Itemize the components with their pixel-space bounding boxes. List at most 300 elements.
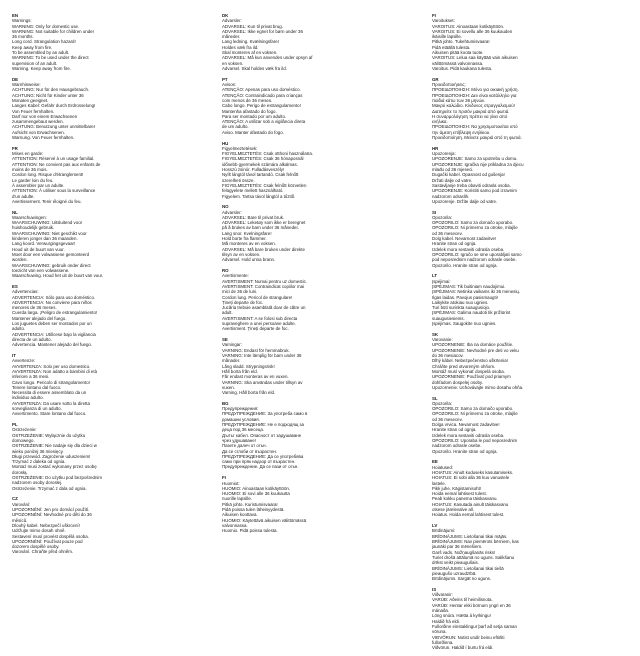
warning-line: jaunāki par 36 mēnešiem. [432, 544, 483, 550]
warning-line: WAARSCHUWING: Uitsluitend voor [12, 220, 83, 226]
warning-line: UPOZORNĚNÍ: Jen pro domácí použití. [12, 507, 90, 513]
warning-line: Viðvörun. Haldið í burtu frá eldi. [432, 645, 494, 651]
warning-line: ПРЕДУПРЕЖДЕНИЕ: Не е подходящ за [222, 422, 304, 428]
warning-line: WAARSCHUWING: Niet geschikt voor [12, 230, 87, 236]
warning-line: Waarschuwingen: [12, 214, 47, 220]
warning-line: välittömässä valvonnassa. [432, 60, 484, 66]
warning-line: WARNING: Only for domestic use. [12, 23, 80, 29]
warning-line: ADVARSEL: Kun til privat brug. [222, 23, 283, 29]
warning-line: ACHTUNG: Benutzung unter unmittelbarer [12, 124, 96, 130]
warning-line: ADVARSEL: Må kun anvendes under opsyn af [222, 55, 313, 61]
warning-line: Varování. Chraňte před ohněm. [12, 549, 74, 555]
warning-line: måneder. [222, 34, 241, 40]
language-code: SI [432, 209, 437, 215]
warning-line: Huomio. Pidä poissa tulesta. [222, 528, 278, 534]
language-code: ES [12, 283, 18, 289]
warning-line: WAARSCHUWING: gebruik onder direct [12, 262, 91, 268]
warning-line: OSTRZEŻENIE: Do użytku pod bezpośrednim [12, 475, 103, 481]
warning-line: Aikuisen koottava. [222, 512, 258, 518]
warning-line: Предупреждения: [222, 406, 259, 412]
warning-line: Ostrzeżenie. Trzymać z dala od ognia. [12, 485, 87, 491]
warning-line: com menos de 36 meses. [222, 97, 273, 103]
warning-line: Avisos: [222, 82, 237, 88]
language-block [222, 13, 418, 71]
warning-line: Varoitus. Pidä kaukana tulesta. [432, 65, 493, 71]
warning-line: mlađu od 36 mjeseci. [432, 167, 474, 173]
warning-line: felügyelete mellett használható. [222, 188, 284, 194]
warning-line: Håll borta från eld. [222, 368, 258, 374]
language-code: RO [222, 268, 229, 274]
warning-line: ПРЕДУПРЕЖДЕНИЕ: За употреба само в [222, 411, 308, 417]
warning-line: på å brukes av barn under 36 måneder. [222, 225, 299, 231]
warning-line: 36 months. [12, 34, 34, 40]
warning-line: ATENÇÃO: Contraindicado para crianças [222, 92, 303, 98]
language-block [432, 210, 628, 268]
warning-line: Udržujte mimo dosah ohně. [12, 528, 66, 534]
warning-line: tilsyn av en voksen. [222, 251, 261, 257]
warning-line: VARNING: Ska användas under tillsyn av [222, 379, 303, 385]
warning-line: otsese järelevalve all. [432, 507, 474, 513]
warning-line: ĮSPĖJIMAS: Netinka vaikams iki 36 mėnesių. [432, 289, 521, 295]
warning-line: деца под 36 месеца. [222, 427, 265, 433]
warning-line: Cuerda larga. ¡Peligro de estrangulamiento! [12, 310, 98, 316]
warning-line: adult. [222, 310, 233, 316]
warning-line: само при пряк надзор от възрастен. [222, 459, 296, 465]
warning-line: VAROITUS: Ainoastaan kotikäyttöön. [432, 23, 505, 29]
warning-line: Izdelek mora sestaviti odrasla oseba. [432, 432, 505, 438]
language-block [222, 401, 418, 470]
warning-line: AVVERTENZA: Da usare sotto la diretta [12, 400, 90, 406]
warning-line: valvonnassa. [222, 522, 248, 528]
warning-line: Varningar: [222, 342, 242, 348]
warning-line: Tenere lontano dal fuoco. [12, 384, 62, 390]
warning-line: vöruna. [432, 629, 447, 635]
warning-line: Warnings: [12, 18, 32, 24]
warning-line: BRĪDINĀJUMS: Lietošanai tikai mājās. [432, 533, 508, 539]
language-code: BG [222, 400, 229, 406]
warning-line: ενήλικα. [432, 119, 448, 125]
warning-line: Advarsler: [222, 209, 242, 215]
warning-line: Advertencias: [12, 289, 39, 295]
warning-line: Hranite stran od ognja. [432, 427, 477, 433]
warning-line: dorosłą. [12, 469, 28, 475]
warning-line: pod neposrednim nadzorom odrasle osebe. [432, 257, 517, 263]
warning-line: Hosszú zsinór. Fulladásveszély! [222, 167, 285, 173]
language-block [222, 141, 418, 199]
warning-line: Дълъг кабел. Опасност от задушаване [222, 432, 302, 438]
warning-line: VARÚÐ: Hentar ekki börnum yngri en 36 [432, 602, 511, 608]
warning-line: Langes Kabel: Gefahr durch Erdrosselung! [12, 103, 96, 109]
warning-line: HOIATUS: Ei sobi alla 36 kuu vanustele [432, 475, 510, 481]
warning-line: Avvertenze: [12, 358, 36, 364]
warning-line: OPOZORILO: Ni primerno za otroke, mlajše [432, 225, 518, 231]
warning-line: Montaż musi zostać wykonany przez osobę [12, 464, 97, 470]
warning-line: AVVERTENZA: Non adatto a bambini di età [12, 368, 98, 374]
warning-line: Long cord. Strangulation hazard! [12, 39, 76, 45]
language-block [222, 475, 418, 533]
warning-line: Upozornenie. Uchovávajte mimo dosahu ohňa. [432, 384, 524, 390]
language-code: FR [12, 145, 18, 151]
warning-line: Upozorenja: [432, 151, 456, 157]
warning-line: do 36 mesiacov. [432, 353, 464, 359]
warning-line: ATTENTION: À utiliser sous la surveillance [12, 188, 96, 194]
warning-line: Von Feuer fernhalten. [12, 108, 55, 114]
warning-line: Cavo lungo. Pericolo di strangolamento! [12, 379, 90, 385]
warning-line: Figyelem. Tartsa távol lángtól a tűztől. [222, 193, 296, 199]
warning-line: BRĪDINĀJUMS: Lietošanai tikai tiešā [432, 565, 504, 571]
warning-line: ACHTUNG: Nicht für Kinder unter 36 [12, 92, 84, 98]
warning-line: ADVARSEL: Leketøy som ikke er beregnet [222, 220, 306, 226]
warning-line: UPOZORNENIE: Nevhodné pre deti vo veku [432, 347, 519, 353]
warning-line: Įspėjimas. Saugokite nuo ugnies. [432, 321, 497, 327]
warning-line: Varoitukset: [432, 18, 455, 24]
warning-line: Garš vads. Nožņaugšanās risks! [432, 549, 496, 555]
warning-line: měsíců. [12, 517, 28, 523]
warning-line: ADVARSEL: Må bare brukes under direkte [222, 246, 305, 252]
warning-line: Laikykite atokiau nuo ugnies. [432, 299, 489, 305]
warning-line: Löng snúra. Hætta á kyrkingu! [432, 613, 491, 619]
warning-line: Η συναρμολόγηση πρέπει να γίνει από [432, 113, 508, 119]
warning-line: VIÐVÖRUN: Notist undir beinu eftirliti [432, 634, 505, 640]
warning-line: UPOZORENJE: Igračka nije prikladna za djecu [432, 161, 524, 167]
warning-line: Brīdinājumi: [432, 528, 456, 534]
warning-line: wieku poniżej 36 miesięcy. [12, 448, 64, 454]
warning-line: drīkst veikt pieaugušais. [432, 560, 479, 566]
warning-line: VAROITUS: Ei sovellu alle 36 kuukauden [432, 28, 513, 34]
warning-line: Пазете далеч от огън. [222, 443, 267, 449]
language-block [432, 523, 628, 581]
warning-line: AVERTISMENT: A se folosi sub directa [222, 315, 298, 321]
warning-line: ΠΡΟΕΙΔΟΠΟΙΗΣΗ: Μόνο για οικιακή χρήση. [432, 87, 519, 93]
warning-line: HUOMIO: Ei sovi alle 36 kuukautta [222, 491, 290, 497]
column-middle [222, 13, 418, 656]
warning-line: Dolg kabel. Nevarnost zadavitve! [432, 236, 497, 242]
warning-line: Țineți departe de foc. [222, 299, 264, 305]
language-block [12, 284, 208, 348]
warning-line: ATENÇÃO: A utilizar sob a vigilância direta [222, 119, 306, 125]
warning-line: HOIATUS: Ainult koduseks kasutamiseks. [432, 469, 514, 475]
warning-line: Pikk juhe. Kägistamisoht! [432, 485, 482, 491]
warning-line: Opozorila: [432, 400, 453, 406]
warning-line: directa de un adulto. [12, 336, 52, 342]
warning-line: FIGYELMEZTETÉS: Csak 36 hónaposnál [222, 156, 304, 162]
warning-line: ADVERTENCIA: Utilícese bajo la vigilancia [12, 331, 96, 337]
warning-line: Предупреждение. Да се пази от огън. [222, 464, 299, 470]
warning-line: Houd uit de buurt van vuur. [12, 246, 65, 252]
language-block [432, 587, 628, 651]
warning-line: Dlhý kábel. Nebezpečenstvo uškrtenia! [432, 358, 508, 364]
column-left [12, 13, 208, 656]
language-block [432, 146, 628, 204]
warning-line: toezicht van een volwassene. [12, 267, 70, 273]
language-code: FI [222, 475, 226, 481]
warning-line: nadzorom odraslih. [432, 193, 470, 199]
language-block [432, 332, 628, 390]
warning-line: Waarschuwing. Houd het uit de buurt van vuur. [12, 273, 104, 279]
warning-line: Aikuisen pitää koota tuote. [432, 50, 484, 56]
warning-line: mici de 36 de luni. [222, 289, 258, 295]
warning-line: fullorðinna. [432, 639, 454, 645]
warning-line: Los juguetes deben ser montados por un [12, 321, 92, 327]
warning-line: BRĪDINĀJUMS: Nav piemērots bērniem, kas [432, 539, 519, 545]
warning-line: FIGYELMEZTETÉS: Csak felnőtt közvetlen [222, 182, 307, 188]
warning-line: Mises en garde: [12, 151, 44, 157]
warning-line: Advarsler: [222, 18, 242, 24]
warning-line: Įspėjimai: [432, 278, 451, 284]
warning-line: moins de 36 mois. [12, 167, 48, 173]
language-code: NO [222, 204, 229, 210]
warning-line: Avertissement. Tenir éloigné du feu. [12, 198, 82, 204]
warning-line: supraveghere a unei persoane adulte. [222, 321, 296, 327]
warning-line: Monaten geeignet. [12, 97, 49, 103]
language-code: SK [432, 331, 439, 337]
warning-line: Aviso. Manter afastado do fogo. [222, 129, 284, 135]
warning-line: Holdes væk fra ild. [222, 44, 259, 50]
warning-line: OPOZORILO: Uporaba le pod neposrednim [432, 437, 518, 443]
warning-line: Huomiot: [222, 480, 240, 486]
warning-line: ĮSPĖJIMAS: Galima naudoti tik prižiūrint [432, 310, 511, 316]
warning-line: Προειδοποίηση. Μείνετε μακριά από τη φωτιά. [432, 135, 522, 141]
warning-line: ΠΡΟΕΙΔΟΠΟΙΗΣΗ: Να χρησιμοποιείται υπό [432, 124, 518, 130]
warning-line: Długi przewód. Zagrożenie uduszeniem! [12, 453, 91, 459]
warning-line: sorveglianza di un adulto. [12, 405, 62, 411]
warning-line: Mantenha afastado do fogo. [222, 108, 277, 114]
warnings-sheet [12, 13, 628, 651]
warning-line: supervision of an adult. [12, 60, 58, 66]
warning-line: Dlouhý kabel. Nebezpečí uškrcení! [12, 522, 80, 528]
warning-line: ikäisille lapsille. [432, 34, 463, 40]
language-code: IS [432, 586, 437, 592]
warning-line: szerelheti össze. [222, 177, 255, 183]
warning-line: dohľadom dospelej osoby. [432, 379, 483, 385]
warning-line: HOIATUS: Kasutada ainult täiskasvanu [432, 501, 509, 507]
warning-line: Para ser montado por um adulto. [222, 113, 287, 119]
column-right [432, 13, 628, 656]
language-block [12, 146, 208, 204]
language-code: DE [12, 76, 19, 82]
warning-line: Viðvaranir: [432, 592, 453, 598]
warning-line: lastele. [432, 480, 446, 486]
warning-line: ADVERTENCIA: No conviene para niños [12, 299, 92, 305]
warning-line: Haldið frá eldi. [432, 618, 461, 624]
language-code: SL [432, 395, 438, 401]
warning-line: Moet door een volwassene gemonteerd [12, 251, 90, 257]
language-block [432, 13, 628, 71]
warning-line: OSTRZEŻENIE: Nie nadaje się dla dzieci w [12, 443, 97, 449]
warning-line: Warnhinweise: [12, 82, 41, 88]
warning-line: huishoudelijk gebruik. [12, 225, 55, 231]
warning-line: UPOZORNĚNÍ: Nevhodné pro děti do 36 [12, 512, 92, 518]
language-block [432, 396, 628, 454]
warning-line: månader. [222, 358, 241, 364]
warning-line: домашни условия. [222, 416, 260, 422]
warning-line: VARNING: Endast för hemmabruk. [222, 347, 290, 353]
warning-line: Hoida eemal lahtisest tulest. [432, 491, 487, 497]
warning-line: Cordon long. Risque d'étranglement! [12, 172, 84, 178]
warning-line: ADVARSEL: Ikke egnet for børn under 36 [222, 28, 303, 34]
warning-line: Turiet drošā attālumā no uguns. Salikšanu [432, 554, 515, 560]
warning-line: Sastavljanje treba obaviti odrasla osoba. [432, 182, 511, 188]
warning-line: nadzorom odrasle osebe. [432, 443, 482, 449]
warning-line: Turi būti surinkta suaugusiojo. [432, 305, 491, 311]
warning-line: UPOZORNENIE: Iba na domáce použitie. [432, 342, 514, 348]
warning-line: kinderen jonger dan 36 maanden. [12, 236, 78, 242]
warning-line: Advertencia. Mantener alejado del fuego. [12, 342, 93, 348]
language-block [12, 13, 208, 71]
language-code: LT [432, 273, 438, 279]
warning-line: Darf nur von einem Erwachsenen [12, 113, 78, 119]
warning-line: Får endast monteras av en vuxen. [222, 374, 289, 380]
warning-line: την άμεση επίβλεψη ενηλίκου. [432, 129, 491, 135]
language-code: FI [432, 13, 436, 18]
warning-line: OPOZORILO: Samo za domačo uporabo. [432, 220, 514, 226]
language-code: NL [12, 209, 18, 215]
language-code: IT [12, 353, 16, 359]
warning-line: Opozorilo. Hranite stran od ognja. [432, 262, 498, 268]
warning-line: Hold borte fra flammer. [222, 236, 267, 242]
language-block [12, 496, 208, 554]
warning-line: Lang snor. Kvelningsfare! [222, 230, 272, 236]
warning-line: Avertismente: [222, 273, 249, 279]
warning-line: menores de 36 meses. [12, 305, 57, 311]
warning-line: UPOZORENJE: Koristiti samo pod izravnim [432, 188, 517, 194]
warning-line: Pidä etäällä tulesta. [432, 44, 471, 50]
warning-line: Pidä poissa tulen läheisyydestä. [222, 507, 285, 513]
warning-line: Držati dalje od vatre. [432, 177, 473, 183]
warning-line: OPOZORILO: Ni primerno za otroke, mlajše [432, 411, 518, 417]
warning-line: Varování: [12, 501, 31, 507]
language-code: LV [432, 523, 438, 529]
warning-line: Keep away from fire. [12, 44, 53, 50]
warning-line: ACHTUNG: Nur für den Hausgebrauch. [12, 87, 90, 93]
warning-line: Warning. Keep away from fire. [12, 65, 71, 71]
warning-line: чрез удушаване! [222, 437, 256, 443]
warning-line: Cabo longo. Perigo de estrangulamento! [222, 103, 301, 109]
warning-line: Lång sladd. Strypningsrisk! [222, 363, 275, 369]
warning-line: Jucăria trebuie asamblată doar de către un [222, 305, 306, 311]
warning-line: VAROITUS: Lelua saa käyttää vain aikuisen [432, 55, 518, 61]
language-code: GR [432, 76, 439, 82]
warning-line: Hoiatused: [432, 464, 453, 470]
language-code: PT [222, 76, 228, 82]
warning-line: Ilgas laidas. Pavojus pasismaugti! [432, 294, 498, 300]
language-block [12, 422, 208, 491]
language-code: EN [12, 13, 19, 18]
warning-line: en voksen. [222, 60, 244, 66]
warning-line: nadzorem osoby dorosłej. [12, 480, 63, 486]
warning-line: Peab kokku panema täiskasvanu. [432, 496, 498, 502]
warning-line: OPOZORILO: Samo za domačo uporabo. [432, 406, 514, 412]
warning-line: Må monteres av en voksen. [222, 241, 276, 247]
warning-line: suaugusiesiems. [432, 315, 465, 321]
warning-line: ПРЕДУПРЕЖДЕНИЕ: Да се употребява [222, 453, 304, 459]
warning-line: Avvertimento. Stare lontano dal fuoco. [12, 411, 87, 417]
warning-line: Ostrzeżenie: [12, 427, 37, 433]
language-block [222, 77, 418, 135]
warning-line: Mantener alejado del fuego. [12, 315, 67, 321]
warning-line: vuxen. [222, 384, 235, 390]
warning-line: Dolga vrvica. Nevarnost zadavitve! [432, 422, 500, 428]
warning-line: AVERTISMENT: Contraindicat copiilor mai [222, 283, 305, 289]
warning-line: OPOZORILO: Igračo se sme uporabljati samo [432, 251, 522, 257]
warning-line: mánaða. [432, 608, 450, 614]
warning-line: od 36 mesecev. [432, 230, 463, 236]
warning-line: Pitkä johto. Kuristumisvaara! [222, 501, 278, 507]
warning-line: Opozorila: [432, 214, 453, 220]
warning-line: Fullorðinn einstaklingur þarf að setja saman [432, 623, 517, 629]
warning-line: UPOZORENJE: Samo za upotrebu u domu. [432, 156, 518, 162]
warning-line: Izdelek mora sestaviti odrasla oseba. [432, 246, 505, 252]
warning-line: Montáž musí vykonať dospelá osoba. [432, 368, 505, 374]
warning-line: FIGYELMEZTETÉS: Csak otthoni használatra. [222, 151, 314, 157]
language-block [432, 459, 628, 517]
warning-line: de um adulto. [222, 124, 249, 130]
language-block [432, 273, 628, 326]
warning-line: UPOZORNENIE: Používať pod priamym [432, 374, 511, 380]
language-block [12, 353, 208, 417]
warning-line: Διατηρείτε το προϊόν μακριά από φωτιά. [432, 108, 510, 114]
warning-line: zusammengebaut werden. [12, 119, 64, 125]
warning-line: Trzymać z daleka od ognia. [12, 459, 66, 465]
language-code: EE [432, 459, 438, 465]
warning-line: Lang koord. Verwurgingsgevaar! [12, 241, 76, 247]
warning-line: Nyílt lángtól távol tartandó. Csak felnőtt [222, 172, 299, 178]
warning-line: idősebb gyermekek számára alkalmas. [222, 161, 298, 167]
warning-line: Skal monteres af en voksen. [222, 50, 278, 56]
warning-line: dozorem dospělé osoby. [12, 544, 60, 550]
warning-line: WARNING: Not suitable for children under [12, 28, 95, 34]
language-block [222, 268, 418, 332]
warning-line: Dugački kabel. Opasnost od gušenja! [432, 172, 505, 178]
warning-line: À assembler par un adulte. [12, 182, 65, 188]
language-code: CZ [12, 496, 18, 502]
warning-line: Brīdinājums. Sargāt no uguns. [432, 576, 492, 582]
language-block [222, 337, 418, 395]
warning-line: pieaugušo uzraudzībā. [432, 570, 477, 576]
warning-line: adulto. [12, 326, 26, 332]
warning-line: ADVARSEL: Bare til privat bruk. [222, 214, 285, 220]
warning-line: WARNING: To be used under the direct [12, 55, 89, 61]
warning-line: UPOZORNĚNÍ: Používat pouze pod [12, 538, 83, 544]
warning-line: Le garder loin du feu. [12, 177, 54, 183]
warning-line: AVERTISMENT: Numai pentru uz domestic. [222, 278, 307, 284]
warning-line: Advarsel. Hold unna brann. [222, 257, 276, 263]
warning-line: ATTENTION: Réservé à un usage familial. [12, 156, 95, 162]
warning-line: Cordon lung. Pericol de strangulare! [222, 294, 293, 300]
warning-line: domowego. [12, 437, 35, 443]
warning-line: inferiore a 36 mesi. [12, 374, 50, 380]
language-code: HR [432, 145, 439, 151]
warning-line: individuo adulto. [12, 395, 44, 401]
warning-line: Advarsel. Skal holdes væk fra ild. [222, 65, 287, 71]
warning-line: Aufsicht von Erwachsenen. [12, 129, 65, 135]
warning-line: Varning. Håll borta från eld. [222, 390, 276, 396]
language-code: HU [222, 140, 229, 146]
warning-line: Necessita di essere assemblato da un [12, 390, 87, 396]
warning-line: Προειδοποιήσεις: [432, 82, 466, 88]
warning-line: AVVERTENZA: Solo per uso domestico. [12, 363, 91, 369]
language-block [12, 210, 208, 279]
warning-line: HUOMIO: Ainoastaan kotikäyttöön. [222, 485, 291, 491]
warning-line: OSTRZEŻENIE: Wyłącznie do użytku [12, 432, 86, 438]
warning-line: Lang ledning. Kvælningsfare! [222, 39, 279, 45]
warning-line: ATTENTION: Ne convient pas aux enfants de [12, 161, 101, 167]
language-block [12, 77, 208, 141]
language-block [432, 77, 628, 141]
warning-line: Opozorilo. Hranite stran od ognja. [432, 448, 498, 454]
warning-line: Avertisment. Țineți departe de foc. [222, 326, 289, 332]
language-block [222, 204, 418, 262]
